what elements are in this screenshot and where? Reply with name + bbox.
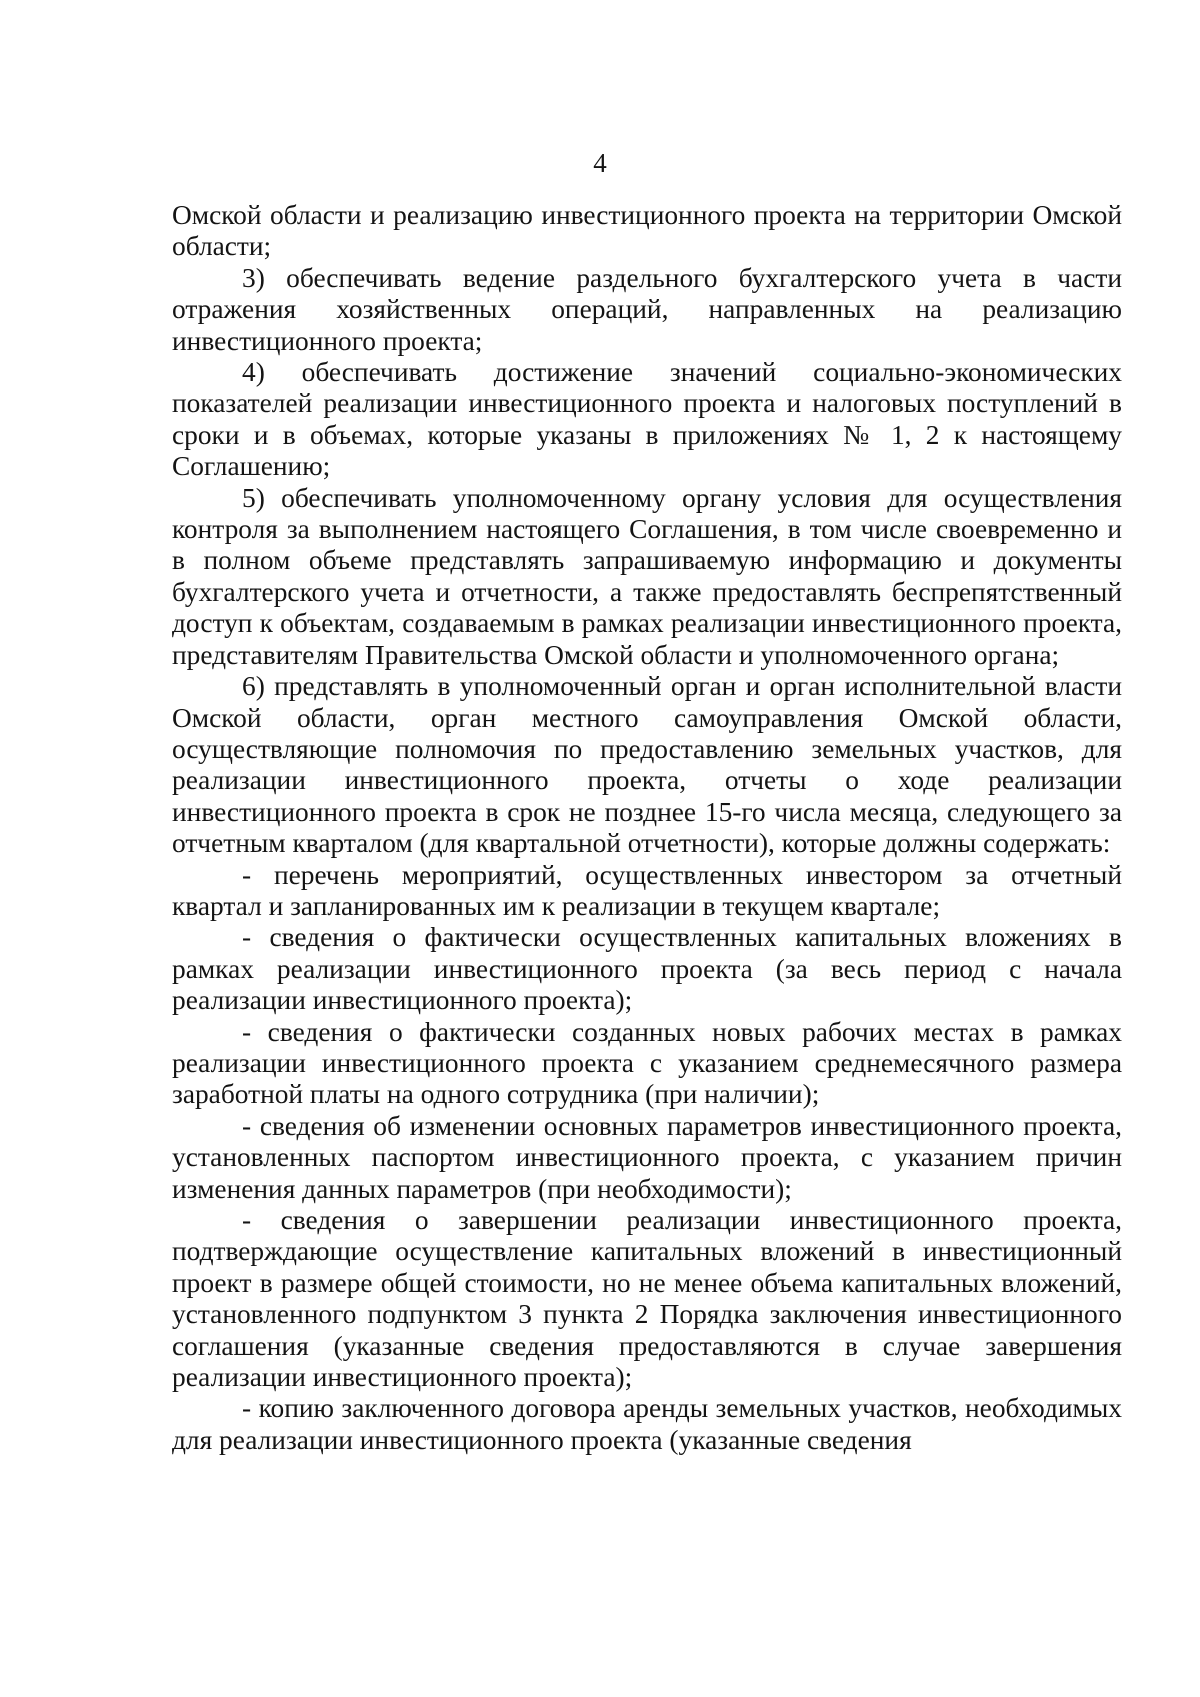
- paragraph-item-3: 3) обеспечивать ведение раздельного бухгалтерского учета в части отражения хозяйственных операций, направленных на реализацию инвестиционного проекта;: [172, 262, 1122, 356]
- paragraph-item-4: 4) обеспечивать достижение значений социально-экономических показателей реализации инвестиционного проекта и налоговых поступлений в сроки и в объемах, которые указаны в приложениях № 1, 2 к настоящему Соглашению;: [172, 357, 1122, 482]
- document-body: [172, 200, 1122, 1456]
- list-item-parameter-changes: - сведения об изменении основных параметров инвестиционного проекта, установленных паспортом инвестиционного проекта, с указанием причин изменения данных параметров (при необходимости);: [172, 1110, 1122, 1204]
- list-item-project-completion: - сведения о завершении реализации инвестиционного проекта, подтверждающие осуществление капитальных вложений в инвестиционный проект в размере общей стоимости, но не менее объема капитальных вложений, установленного подпунктом 3 пункта 2 Порядка заключения инвестиционного соглашения (указанные сведения предоставляются в случае завершения реализации инвестиционного проекта);: [172, 1205, 1122, 1393]
- list-item-activities: - перечень мероприятий, осуществленных инвестором за отчетный квартал и запланированных им к реализации в текущем квартале;: [172, 859, 1122, 921]
- paragraph-item-5: 5) обеспечивать уполномоченному органу условия для осуществления контроля за выполнением настоящего Соглашения, в том числе своевременно и в полном объеме представлять запрашиваемую информацию и документы бухгалтерского учета и отчетности, а также предоставлять беспрепятственный доступ к объектам, создаваемым в рамках реализации инвестиционного проекта, представителям Правительства Омской области и уполномоченного органа;: [172, 482, 1122, 670]
- list-item-new-jobs: - сведения о фактически созданных новых рабочих местах в рамках реализации инвестиционного проекта с указанием среднемесячного размера заработной платы на одного сотрудника (при наличии);: [172, 1016, 1122, 1110]
- list-item-lease-copy: - копию заключенного договора аренды земельных участков, необходимых для реализации инвестиционного проекта (указанные сведения: [172, 1393, 1122, 1455]
- page-number: 4: [593, 148, 607, 178]
- paragraph-continuation: Омской области и реализацию инвестиционного проекта на территории Омской области;: [172, 200, 1122, 262]
- list-item-capital-investments: - сведения о фактически осуществленных капитальных вложениях в рамках реализации инвестиционного проекта (за весь период с начала реализации инвестиционного проекта);: [172, 922, 1122, 1016]
- paragraph-item-6: 6) представлять в уполномоченный орган и орган исполнительной власти Омской области, орган местного самоуправления Омской области, осуществляющие полномочия по предоставлению земельных участков, для реализации инвестиционного проекта, отчеты о ходе реализации инвестиционного проекта в срок не позднее 15-го числа месяца, следующего за отчетным кварталом (для квартальной отчетности), которые должны содержать:: [172, 671, 1122, 859]
